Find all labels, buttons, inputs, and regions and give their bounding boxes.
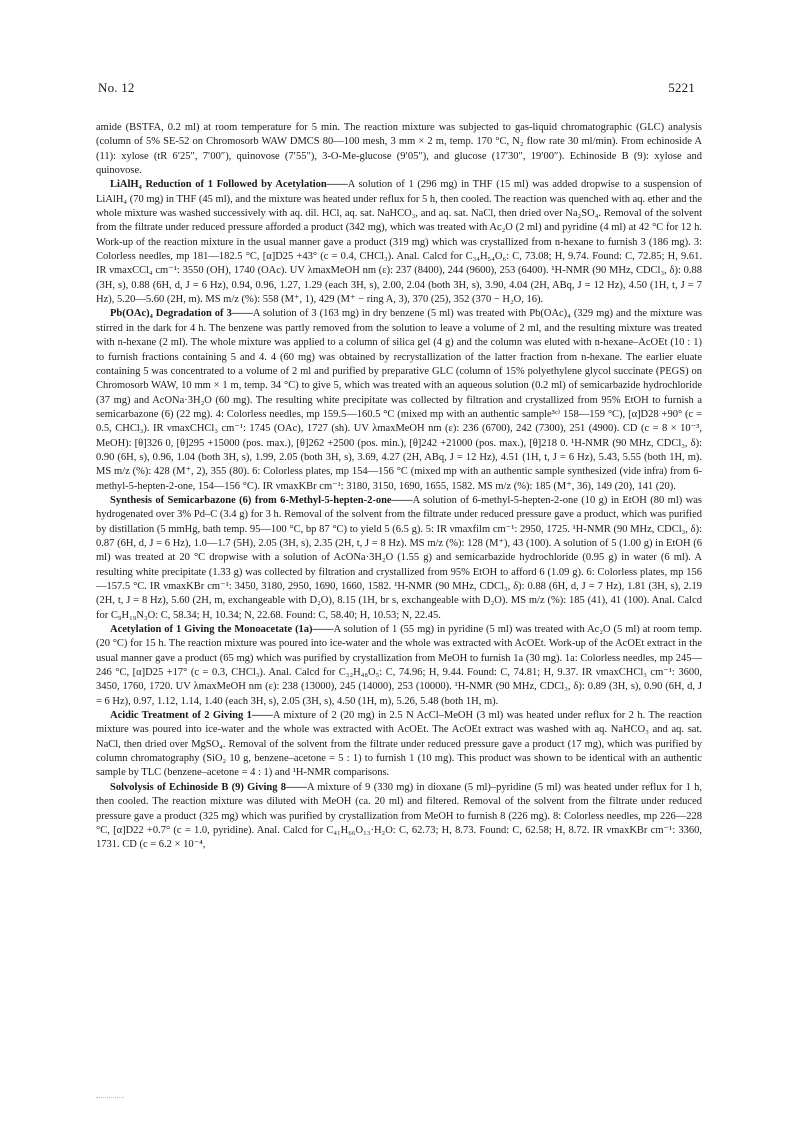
paragraph-solvolysis — [96, 781, 702, 853]
paragraph-heading: Acidic Treatment of 2 Giving 1—— — [110, 710, 273, 722]
scan-mark — [96, 1097, 124, 1100]
paragraph-text: A mixture of 2 (20 mg) in 2.5 N AcCl–MeOH (3 ml) was heated under reflux for 2 h. The reaction mixture was poured into ice-water and the whole was extracted with AcOEt. The AcOEt extract was washed with aq. NaHCO₃ and aq. sat. NaCl, then dried over MgSO₄. Removal of the solvent from the filtrate under reduced pressure gave a product (17 mg), which was purified by column chromatography (SiO₂ 10 g, benzene–acetone = 5 : 1) to furnish 1 (10 mg). This product was shown to be identical with an authentic sample by TLC (benzene–acetone = 4 : 1) and ¹H-NMR comparisons. — [96, 710, 702, 779]
paragraph-text: A mixture of 9 (330 mg) in dioxane (5 ml)–pyridine (5 ml) was heated under reflux for 1 h, then cooled. The reaction mixture was diluted with MeOH (ca. 20 ml) and filtered. Removal of the solvent from the filtrate under reduced pressure gave a product (325 mg) which was purified by crystallization from MeOH to furnish 8 (226 mg). 8: Colorless needles, mp 226—228 °C, [α]D22 +0.7° (c = 1.0, pyridine). Anal. Calcd for C₄₁H₆₆O₁₃·H₂O: C, 62.73; H, 8.73. Found: C, 62.58; H, 8.72. IR νmaxKBr cm⁻¹: 3360, 1731. CD (c = 6.2 × 10⁻⁴, — [96, 781, 702, 851]
experimental-section — [96, 121, 702, 853]
page-number: 5221 — [668, 80, 695, 95]
paragraph-heading: Synthesis of Semicarbazone (6) from 6-Methyl-5-hepten-2-one—— — [110, 494, 413, 506]
paragraph-text: A solution of 3 (163 mg) in dry benzene (5 ml) was treated with Pb(OAc)₄ (329 mg) and the mixture was stirred in the dark for 4 h. The benzene was partly removed from the solution to leave a volume of 2 ml, and the resulting mixture was treated with n-hexane (2 ml). The whole mixture was applied to a column of silica gel (4 g) and the column was eluted with n-hexane–AcOEt (10 : 1) to furnish fractions containing 5 and 4. 4 (60 mg) was obtained by recrystallization of the latter fraction from n-hexane. The earlier eluate containing 5 was concentrated to a volume of 2 ml and purified by preparative GLC (column of 15% polyethylene glycol succinate (PEGS) on Chromosorb WAW, 10 mm × 1 m, temp. 34 °C) to give 5, which was treated with an aqueous solution (0.2 ml) of semicarbazide hydrochloride (37 mg) and AcONa·3H₂O (60 mg). The resulting white precipitate was collected by filtration and crystallized from 95% EtOH to furnish a semicarbazone (6) (22 mg). 4: Colorless needles, mp 159.5—160.5 °C (mixed mp with an authentic sample³ᶜ⁾ 158—159 °C), [α]D28 +90° (c = 0.5, CHCl₃). IR νmaxCHCl₃ cm⁻¹: 1745 (OAc), 1727 (sh). UV λmaxMeOH nm (ε): 236 (6700), 242 (7300), 251 (4900). CD (c = 8 × 10⁻³, MeOH): [θ]326 0, [θ]295 +15000 (pos. max.), [θ]262 +2500 (pos. min.), [θ]242 +21000 (pos. max.), [θ]218 0. ¹H-NMR (90 MHz, CDCl₃, δ): 0.90 (6H, s), 0.96, 1.04 (both 3H, s), 1.99, 2.05 (both 3H, s), 3.69, 4.27 (2H, ABq, J = 12 Hz), 4.51 (1H, t, J = 6 Hz), 5.43, 5.55 (both 1H, m). MS m/z (%): 428 (M⁺, 2), 355 (80). 6: Colorless plates, mp 154—156 °C (mixed mp with an authentic sample synthesized (vide infra) from 6-methyl-5-hepten-2-one, 154—156 °C). IR νmaxKBr cm⁻¹: 3180, 3150, 1690, 1655, 1582. MS m/z (%): 185 (M⁺, 36), 149 (20), 141 (20). — [96, 308, 702, 492]
paragraph-text: amide (BSTFA, 0.2 ml) at room temperature for 5 min. The reaction mixture was subjected to gas-liquid chromatographic (GLC) analysis (column of 5% SE-52 on Chromosorb WAW DMCS 80—100 mesh, 3 mm × 2 m, temp. 170 °C, N₂ flow rate 30 ml/min). From echinoside A (11): xylose (tR 6′25″, 7′00″), quinovose (7′55″), 3-O-Me-glucose (9′05″), and glucose (17′30″, 19′00″). Echinoside B (9): xylose and quinovose. — [96, 122, 702, 177]
paragraph-acidic-treatment — [96, 709, 702, 781]
paragraph-semicarbazone-synthesis — [96, 494, 702, 623]
paragraph-text: A solution of 6-methyl-5-hepten-2-one (10 g) in EtOH (80 ml) was hydrogenated over 3% Pd–C (3.4 g) for 3 h. Removal of the solvent from the filtrate under reduced pressure gave a product, which was purified by distillation (5 mmHg, bath temp. 95—100 °C, bp 87 °C) to yield 5 (6.5 g). 5: IR νmaxfilm cm⁻¹: 2950, 1725. ¹H-NMR (90 MHz, CDCl₃, δ): 0.87 (6H, d, J = 6 Hz), 1.0—1.7 (5H), 2.05 (3H, s), 2.35 (2H, t, J = 8 Hz). MS m/z (%): 128 (M⁺), 43 (100). A solution of 5 (1.00 g) in EtOH (6 ml) was treated at 20 °C dropwise with a solution of AcONa·3H₂O (1.55 g) and semicarbazide hydrochloride (0.95 g) in water (6 ml). A resulting white precipitate (1.33 g) was collected by filtration and crystallized from 95% EtOH to afford 6 (1.09 g). 6: Colorless plates, mp 156—157.5 °C. IR νmaxKBr cm⁻¹: 3450, 3180, 2950, 1690, 1660, 1582. ¹H-NMR (90 MHz, CDCl₃, δ): 0.88 (6H, d, J = 7 Hz), 1.81 (3H, s), 2.19 (2H, t, J = 8 Hz), 5.60 (2H, m, exchangeable with D₂O), 8.15 (1H, br s, exchangeable with D₂O). MS m/z (%): 185 (41), 41 (100). Anal. Calcd for C₉H₁₉N₃O: C, 58.34; H, 10.34; N, 22.68. Found: C, 58.40; H, 10.53; N, 22.45. — [96, 494, 702, 621]
paragraph-heading: Pb(OAc)₄ Degradation of 3—— — [110, 308, 253, 320]
paragraph-heading: Solvolysis of Echinoside B (9) Giving 8—— — [110, 781, 307, 793]
issue-number: No. 12 — [98, 80, 135, 95]
paragraph-pboac4-degradation — [96, 307, 702, 493]
paragraph-heading: LiAlH₄ Reduction of 1 Followed by Acetylation—— — [110, 179, 348, 191]
paragraph-lialh4-reduction — [96, 178, 702, 307]
paragraph-text: A solution of 1 (296 mg) in THF (15 ml) was added dropwise to a suspension of LiAlH₄ (70 mg) in THF (45 ml), and the mixture was heated under reflux for 5 h, then cooled. The reaction was quenched with aq. ether and the whole mixture was washed successively with aq. dil. HCl, aq. sat. NaHCO₃, and aq. sat. NaCl, then dried over Na₂SO₄. Removal of the solvent from the filtrate under reduced pressure afforded a product (342 mg), which was treated with Ac₂O (2 ml) and pyridine (4 ml) at 42 °C for 12 h. Work-up of the reaction mixture in the usual manner gave a product (319 mg) which was crystallized from n-hexane to furnish 3 (186 mg). 3: Colorless needles, mp 181—182.5 °C, [α]D25 +43° (c = 0.4, CHCl₃). Anal. Calcd for C₃₄H₅₄O₆: C, 73.08; H, 9.74. Found: C, 72.85; H, 9.61. IR νmaxCCl₄ cm⁻¹: 3550 (OH), 1740 (OAc). UV λmaxMeOH nm (ε): 237 (8400), 244 (9600), 253 (6400). ¹H-NMR (90 MHz, CDCl₃, δ): 0.88 (3H, s), 0.88 (6H, d, J = 6 Hz), 0.94, 0.96, 1.27, 1.29 (each 3H, s), 2.00, 2.04 (both 3H, s), 3.90, 4.04 (2H, ABq, J = 12 Hz), 4.50 (1H, t, J = 7 Hz), 5.20—5.60 (2H, m). MS m/z (%): 558 (M⁺, 1), 429 (M⁺ − ring A, 3), 370 (25), 352 (370 − H₂O, 16). — [96, 179, 702, 306]
paragraph-heading: Acetylation of 1 Giving the Monoacetate (1a)—— — [110, 624, 334, 636]
paragraph-text: A solution of 1 (55 mg) in pyridine (5 ml) was treated with Ac₂O (5 ml) at room temp. (20 °C) for 15 h. The reaction mixture was poured into ice-water and the whole was extracted with AcOEt. Work-up of the AcOEt extract in the usual manner gave a product (65 mg) which was purified by crystallization from MeOH to furnish 1a (30 mg). 1a: Colorless needles, mp 245—246 °C, [α]D25 +17° (c = 0.3, CHCl₃). Anal. Calcd for C₃₂H₄₈O₅: C, 74.96; H, 9.44. Found: C, 74.81; H, 9.37. IR νmaxCHCl₃ cm⁻¹: 3600, 3450, 1760, 1720. UV λmaxMeOH nm (ε): 238 (13000), 245 (14000), 253 (10000). ¹H-NMR (90 MHz, CDCl₃, δ): 0.89 (3H, s), 0.90 (6H, d, J = 6 Hz), 0.97, 1.12, 1.14, 1.40 (each 3H, s), 2.05 (3H, s), 4.50 (1H, m), 5.26, 5.48 (both 1H, m). — [96, 624, 703, 707]
paragraph-acetylation — [96, 623, 702, 709]
paragraph-glc-analysis — [96, 121, 702, 178]
